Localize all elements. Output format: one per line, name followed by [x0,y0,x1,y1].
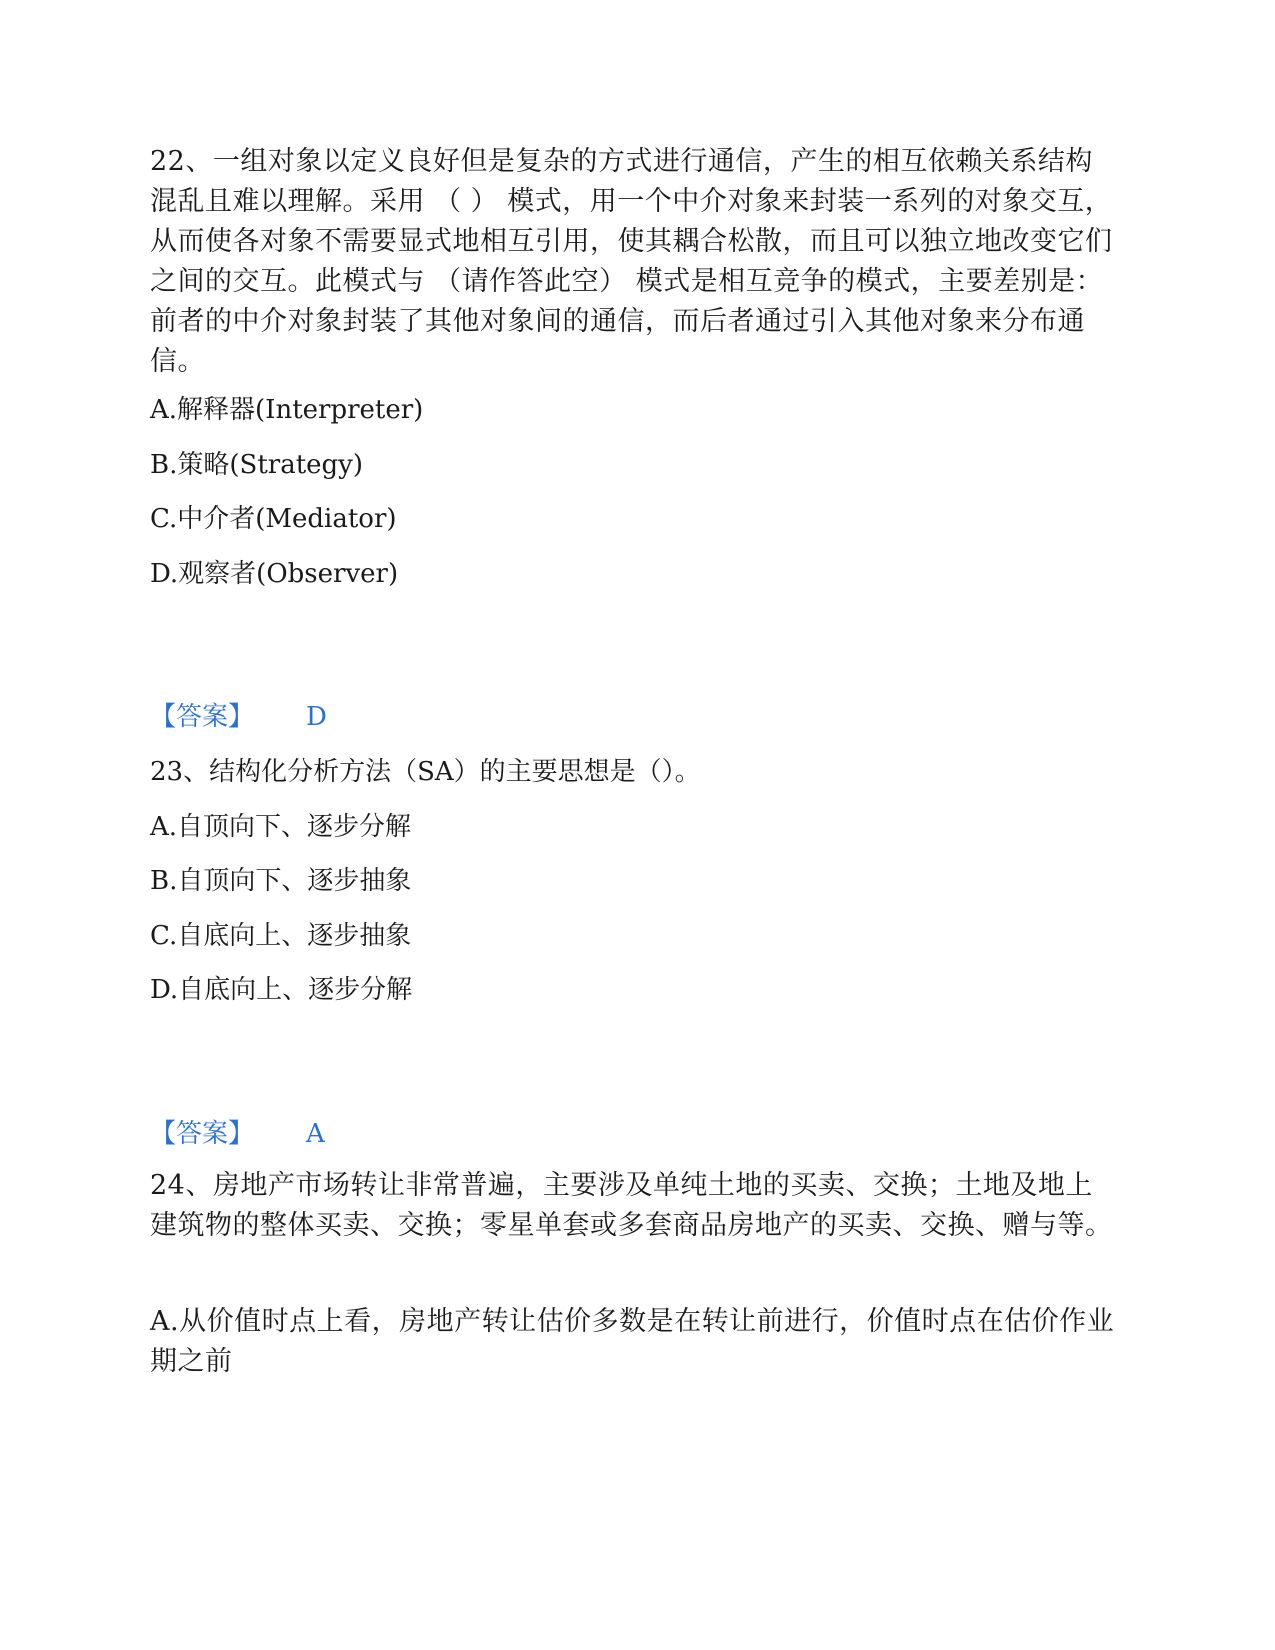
question-23-answer [150,1116,1115,1152]
question-23-option-d: D.自底向上、逐步分解 [150,975,413,1005]
question-24-text: 24、房地产市场转让非常普遍，主要涉及单纯土地的买卖、交换；土地及地上建筑物的整体买卖、交换；零星单套或多套商品房地产的买卖、交换、赠与等。 [150,1170,1113,1241]
question-23-text: 23、结构化分析方法（SA）的主要思想是（）。 [150,757,701,787]
question-22-option-c: C.中介者(Mediator) [150,504,397,534]
answer-label: 【答案】 [150,702,255,732]
question-22-text: 22、一组对象以定义良好但是复杂的方式进行通信，产生的相互依赖关系结构混乱且难以理解。采用 （ ） 模式，用一个中介对象来封装一系列的对象交互，从而使各对象不需要显式地相互引用，使其耦合松散，而且可以独立地改变它们之间的交互。此模式与 （请作答此空） 模式是相互竞争的模式，主要差别是：前者的中介对象封装了其他对象间的通信，而后者通过引入其他对象来分布通信。 [150,146,1113,377]
question-23-option-c: C.自底向上、逐步抽象 [150,921,412,951]
question-22-option-d: D.观察者(Observer) [150,559,399,589]
answer-label: 【答案】 [150,1119,255,1149]
question-23-option-a: A.自顶向下、逐步分解 [150,812,412,842]
question-22-answer [150,699,1115,735]
question-22-option-a: A.解释器(Interpreter) [150,395,424,425]
question-24-option-a: A.从价值时点上看，房地产转让估价多数是在转让前进行，价值时点在估价作业期之前 [150,1306,1115,1377]
answer-value: D [306,702,327,732]
question-22-option-b: B.策略(Strategy) [150,450,364,480]
question-23-option-b: B.自顶向下、逐步抽象 [150,866,412,896]
answer-value: A [306,1119,325,1149]
